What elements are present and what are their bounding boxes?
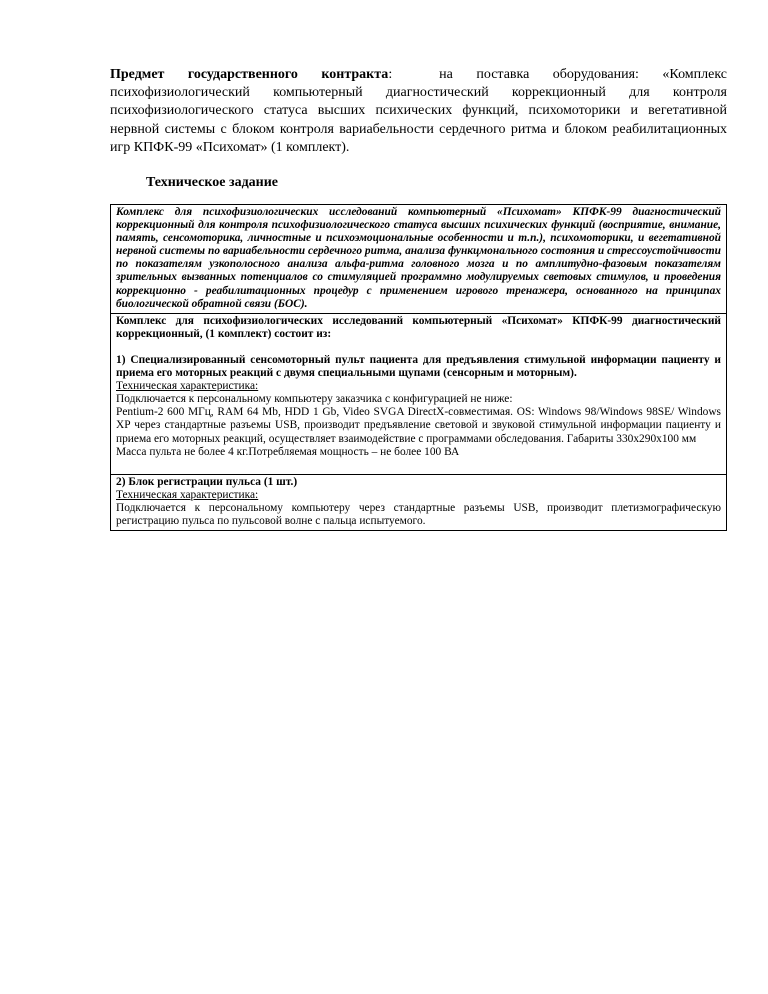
spec-table xyxy=(110,204,727,531)
section-title: Техническое задание xyxy=(146,175,279,190)
table-row xyxy=(111,313,727,474)
item1-line1: Подключается к персональному компьютеру заказчика с конфигурацией не ниже: xyxy=(116,393,513,406)
item2-line1: Подключается к персональному компьютеру через стандартные разъемы USB, производит плетизмографическую регистрацию пульса по пульсовой волне с пальца испытуемого. xyxy=(116,501,721,527)
contract-subject-text: на поставка оборудования: «Комплекс психофизиологический компьютерный диагностический коррекционный для контроля психофизиологического статуса высших психических функций, психомоторики и вегетативной нервной системы с блоком контроля вариабельности сердечного ритма и блоком реабилитационных игр КПФК-99 «Психомат» (1 комплект). xyxy=(110,67,728,155)
item1-line3: Масса пульта не более 4 кг.Потребляемая мощность – не более 100 ВА xyxy=(116,445,460,458)
table-cell xyxy=(111,205,727,314)
item2-title: 2) Блок регистрации пульса (1 шт.) xyxy=(116,475,298,488)
composition-heading: Комплекс для психофизиологических исследований компьютерный «Психомат» КПФК-99 диагностический коррекционный, (1 комплект) состоит из: xyxy=(116,314,721,340)
table-cell xyxy=(111,474,727,530)
item1-title: 1) Специализированный сенсомоторный пульт пациента для предъявления стимульной информации пациенту и приема его моторных реакций с двумя специальными щупами (сенсорным и моторным). xyxy=(116,353,721,380)
table-row xyxy=(111,474,727,530)
table-cell xyxy=(111,313,727,474)
item2-spec-label: Техническая характеристика: xyxy=(116,488,259,501)
item1-line2: Pentium-2 600 МГц, RAM 64 Mb, HDD 1 Gb, Video SVGA DirectX-совместимая. OS: Windows 98/Windows 98SE/ Windows XP через стандартные разъемы USB, производит предъявление световой и звуковой стимульной информации пациенту и приема его моторных реакций, осуществляет взаимодействие с программами обследования. Габариты 330х290х100 мм xyxy=(116,406,721,445)
complex-description: Комплекс для психофизиологических исследований компьютерный «Психомат» КПФК-99 диагностический коррекционный для контроля психофизиологического статуса высших психических функций (восприятие, внимание, память, сенсомоторика, личностные и психоэмоциональные особенности и т.п.), психомоторики, и вегетативной нервной системы по вариабельности сердечного ритма, анализа функцмонального состояния и стрессоустойчивости по показателям узкополосного анализа альфа-ритма головного мозга и по амплитудно-фазовым показателям зрительных вызванных потенциалов со стимуляцией программно модулируемых световых стимулов, и проведения коррекционно - реабилитационных процедур с применением игрового тренажера, основанного на принципах биологической обратной связи (БОС). xyxy=(116,206,721,310)
contract-subject-label: Предмет государственного контракта xyxy=(110,67,389,82)
item1-spec-label: Техническая характеристика: xyxy=(116,380,259,393)
spacer xyxy=(116,459,721,472)
table-row xyxy=(111,205,727,314)
spacer xyxy=(116,341,721,354)
contract-subject: Предмет государственного контракта: на поставка оборудования: «Комплекс психофизиологический компьютерный диагностический коррекционный для контроля психофизиологического статуса высших психических функций, психомоторики и вегетативной нервной системы с блоком контроля вариабельности сердечного ритма и блоком реабилитационных игр КПФК-99 «Психомат» (1 комплект). xyxy=(110,67,728,155)
